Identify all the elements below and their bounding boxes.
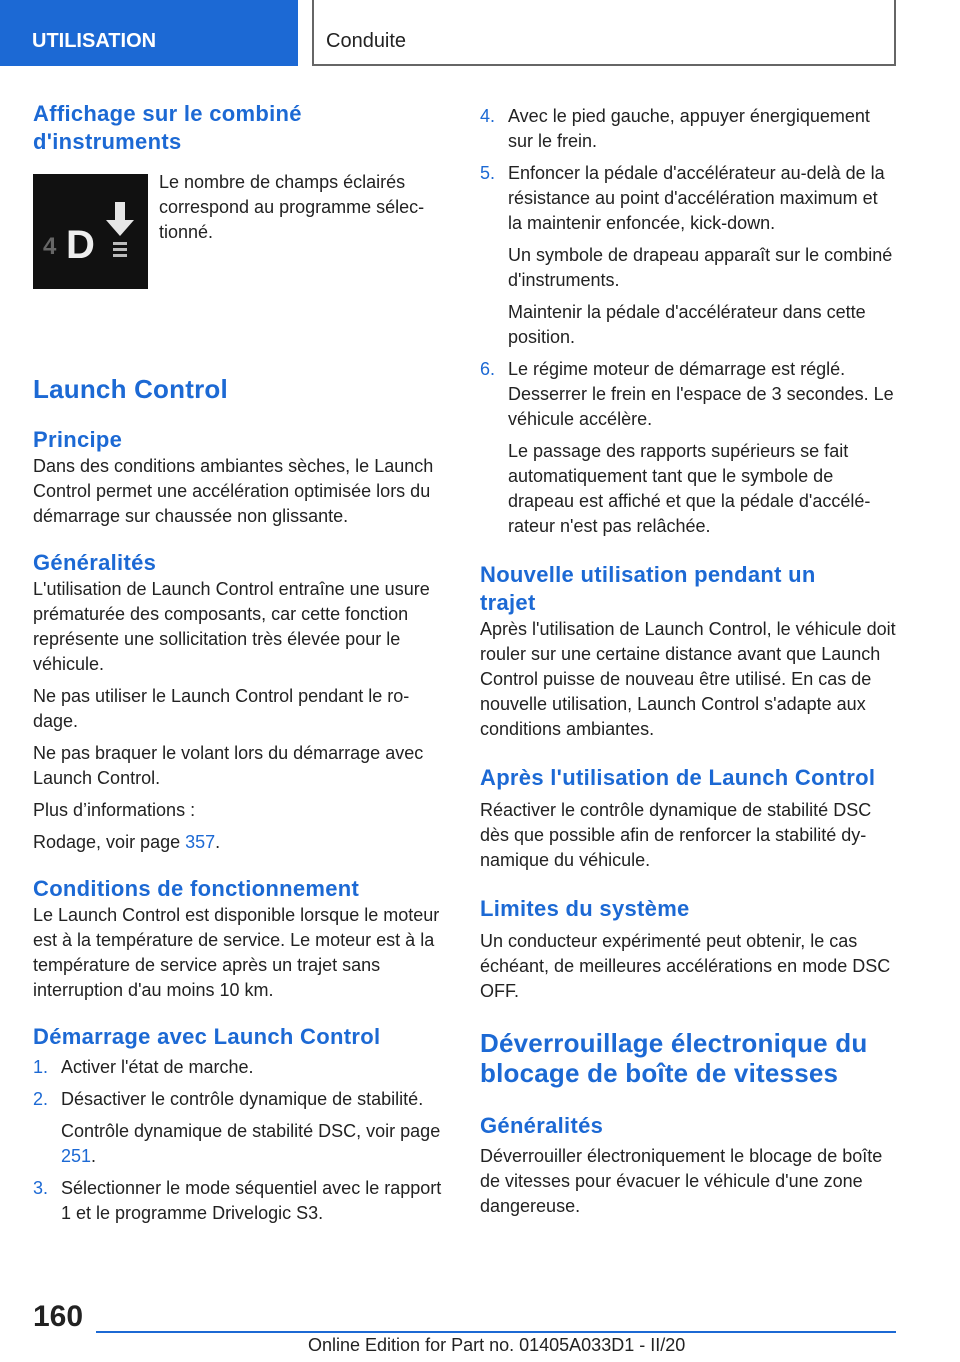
generalites-heading: Généralités xyxy=(33,550,157,575)
step-4 xyxy=(480,104,896,154)
page-number: 160 xyxy=(33,1300,84,1333)
apres-utilisation-text: Réactiver le contrôle dynamique de stabilité DSC dès que possible afin de renforcer la stabilité dynamique du véhicule. xyxy=(480,800,872,870)
step-text: Désactiver le contrôle dynamique de stabilité. xyxy=(61,1089,424,1109)
step-number: 2. xyxy=(33,1089,49,1109)
principe-heading: Principe xyxy=(33,427,123,452)
generalites-text-3: Ne pas braquer le volant lors du démarrage avec Launch Control. xyxy=(33,743,424,788)
deverrouillage-generalites-heading: Généralités xyxy=(480,1113,604,1138)
limites-text: Un conducteur expérimenté peut obtenir, le cas échéant, de meilleures accélérations en mode DSC OFF. xyxy=(480,931,891,1001)
step-3 xyxy=(33,1176,445,1226)
demarrage-heading: Démarrage avec Launch Control xyxy=(33,1024,381,1049)
left-column xyxy=(33,100,445,1226)
limites-heading: Limites du système xyxy=(480,896,690,921)
step-6-note: Le passage des rapports supérieurs se fait automatiquement tant que le symbole de drapeau est affiché et que la pédale d'accélérateur n'est pas relâchée. xyxy=(508,441,871,536)
apres-utilisation-heading: Après l'utilisation de Launch Control xyxy=(480,765,876,790)
step-number: 1. xyxy=(33,1057,49,1077)
rodage-text: Rodage, voir page xyxy=(33,832,186,852)
affichage-heading: Affichage sur le combiné d'instruments xyxy=(33,101,302,154)
dsc-end: . xyxy=(91,1146,97,1166)
step-text: Enfoncer la pédale d'accélérateur au-delà de la résistance au point d'accélération maximum et la maintenir enfoncée, kick-down. xyxy=(508,163,885,233)
conditions-heading: Conditions de fonctionnement xyxy=(33,876,360,901)
dsc-page-link[interactable]: 251 xyxy=(61,1146,92,1166)
step-5-note-2: Maintenir la pédale d'accélérateur dans cette position. xyxy=(508,302,866,347)
footer-divider xyxy=(96,1331,896,1333)
nouvelle-utilisation-heading: Nouvelle utilisation pendant un trajet xyxy=(480,562,816,615)
gear-display-graphic xyxy=(33,174,148,289)
step-text: Le régime moteur de démarrage est réglé. Desserrer le frein en l'espace de 3 secondes. Le véhicule accélère. xyxy=(508,359,894,429)
principe-text: Dans des conditions ambiantes sèches, le Launch Control permet une accélération optimisée lors du démarrage sur chaussée non glissante. xyxy=(33,456,434,526)
step-number: 4. xyxy=(480,106,496,126)
generalites-text-1: L'utilisation de Launch Control entraîne une usure prématurée des composants, car cette fonction représente une sollicitation très élevée pour le véhicule. xyxy=(33,579,430,674)
step-5 xyxy=(480,161,896,350)
arrow-down-icon xyxy=(106,202,134,236)
dsc-reference xyxy=(61,1119,445,1169)
step-number: 3. xyxy=(33,1178,49,1198)
affichage-text: Le nombre de champs éclairés correspond au programme sélectionné. xyxy=(159,172,425,242)
chapter-tab: UTILISATION xyxy=(0,0,298,66)
dsc-text: Contrôle dynamique de stabilité DSC, voir page xyxy=(61,1121,441,1141)
step-2 xyxy=(33,1087,445,1169)
deverrouillage-heading: Déverrouillage électronique du blocage de boîte de vitesses xyxy=(480,1028,868,1088)
rodage-reference xyxy=(33,830,445,855)
step-text: Activer l'état de marche. xyxy=(61,1057,254,1077)
step-number: 5. xyxy=(480,163,496,183)
section-title: Conduite xyxy=(312,0,896,66)
step-text: Sélectionner le mode séquentiel avec le rapport 1 et le programme Drivelogic S3. xyxy=(61,1178,442,1223)
generalites-text-2: Ne pas utiliser le Launch Control pendant le rodage. xyxy=(33,686,410,731)
rodage-page-link[interactable]: 357 xyxy=(185,832,216,852)
step-number: 6. xyxy=(480,359,496,379)
edition-text: Online Edition for Part no. 01405A033D1 - II/20 xyxy=(308,1335,686,1355)
step-text: Avec le pied gauche, appuyer énergiquement sur le frein. xyxy=(508,106,870,151)
nouvelle-utilisation-text: Après l'utilisation de Launch Control, le véhicule doit rouler sur une certaine distance avant que Launch Control puisse de nouveau être utilisé. En cas de nouvelle utilisation, Launch Control s'adapte aux conditions ambiantes. xyxy=(480,619,896,739)
display-gear: D xyxy=(66,223,95,267)
bar-icon xyxy=(113,242,127,245)
rodage-end: . xyxy=(215,832,221,852)
right-column xyxy=(480,104,896,1219)
launch-control-heading: Launch Control xyxy=(33,374,228,404)
deverrouillage-text: Déverrouiller électroniquement le blocage de boîte de vitesses pour évacuer le véhicule d'une zone dangereuse. xyxy=(480,1146,883,1216)
step-6 xyxy=(480,357,896,539)
display-figure-block xyxy=(33,156,445,346)
step-5-note-1: Un symbole de drapeau apparaît sur le combiné d'instruments. xyxy=(508,245,893,290)
step-1 xyxy=(33,1055,445,1080)
conditions-text: Le Launch Control est disponible lorsque le moteur est à la température de service. Le moteur est à la température de service après un trajet sans interruption d'au moins 10 km. xyxy=(33,905,440,1000)
display-digit: 4 xyxy=(43,233,57,260)
generalites-text-4: Plus d’informations : xyxy=(33,800,196,820)
gear-display-image xyxy=(33,174,148,289)
